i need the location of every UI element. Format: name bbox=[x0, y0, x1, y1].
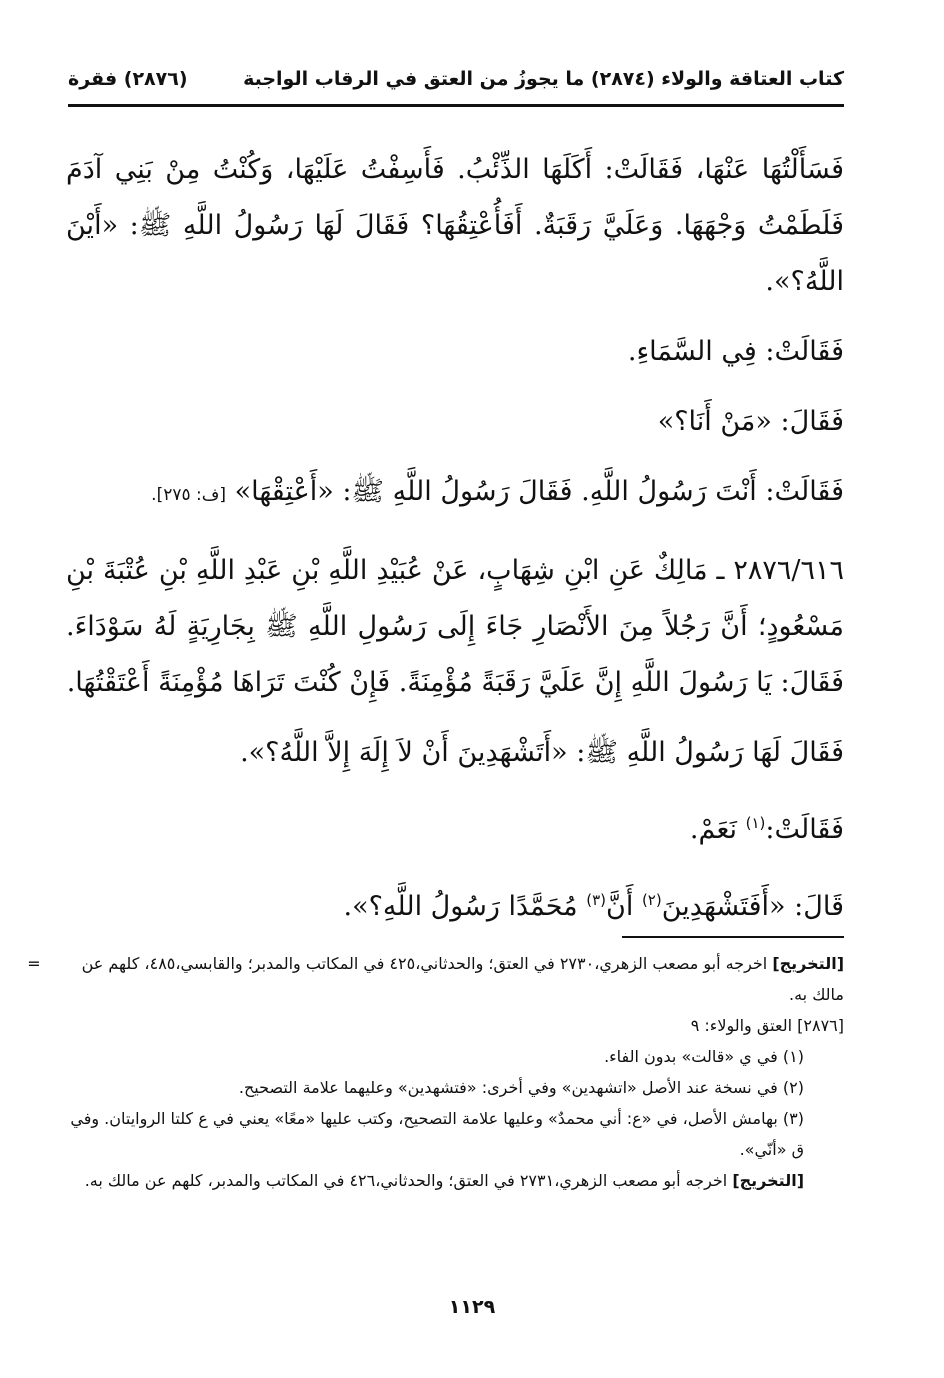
main-text bbox=[66, 142, 844, 935]
takhrij-keyword: [التخريج] bbox=[772, 954, 844, 973]
paragraph: فَسَأَلْتُهَا عَنْهَا، فَقَالَتْ: أَكَلَهَا الذِّئْبُ. فَأَسِفْتُ عَلَيْهَا، وَكُنْتُ مِنْ بَنِي آدَمَ فَلَطَمْتُ وَجْهَهَا. وَعَلَيَّ رَقَبَةٌ. أَفَأُعْتِقُهَا؟ فَقَالَ لَهَا رَسُولُ اللَّهِ ﷺ: «أَيْنَ اللَّهُ؟». bbox=[66, 154, 844, 297]
paragraph bbox=[66, 464, 844, 523]
cross-reference: [ف: ٢٧٥]. bbox=[151, 485, 227, 505]
header-title: كتاب العتاقة والولاء (٢٨٧٤) ما يجوزُ من العتق في الرقاب الواجبة bbox=[243, 68, 844, 90]
paragraph bbox=[66, 795, 844, 858]
paragraph bbox=[66, 872, 844, 935]
takhrij-note bbox=[66, 1165, 844, 1196]
takhrij-text: اخرجه أبو مصعب الزهري،٢٧٣١ في العتق؛ والحدثاني،٤٢٦ في المكاتب والمدبر، كلهم عن مالك به. bbox=[84, 1171, 733, 1190]
takhrij-note bbox=[66, 948, 844, 1010]
paragraph: فَقَالَ لَهَا رَسُولُ اللَّهِ ﷺ: «أَتَشْهَدِينَ أَنْ لاَ إِلَهَ إِلاَّ اللَّهُ؟». bbox=[240, 737, 844, 768]
footnote-rule bbox=[622, 936, 844, 938]
takhrij-text: اخرجه أبو مصعب الزهري،٢٧٣٠ في العتق؛ والحدثاني،٤٢٥ في المكاتب والمدبر؛ والقابسي،٤٨٥، كلهم عن مالك به. bbox=[81, 954, 844, 1004]
footnotes bbox=[27, 948, 844, 1196]
paragraph: فَقَالَتْ: فِي السَّمَاءِ. bbox=[627, 336, 844, 367]
reference-line: [٢٨٧٦] العتق والولاء: ٩ bbox=[690, 1016, 844, 1035]
page-number: ١١٢٩ bbox=[448, 1296, 496, 1318]
footnote: (٢) في نسخة عند الأصل «اتشهدين» وفي أخرى: «فتشهدين» وعليهما علامة التصحيح. bbox=[238, 1078, 804, 1097]
paragraph-text: قَالَ: «أَفَتَشْهَدِينَ bbox=[661, 891, 844, 922]
paragraph-text: فَقَالَتْ: bbox=[765, 814, 844, 845]
paragraph-text: أَنَّ bbox=[606, 891, 642, 922]
takhrij-keyword: [التخريج] bbox=[732, 1171, 804, 1190]
paragraph: فَقَالَ: «مَنْ أَنَا؟» bbox=[657, 406, 844, 437]
footnote-marker[interactable]: (٣) bbox=[586, 891, 607, 909]
header-rule bbox=[68, 104, 844, 107]
paragraph-text: مُحَمَّدًا رَسُولُ اللَّهِ؟». bbox=[343, 891, 587, 922]
continuation-mark: = bbox=[27, 954, 41, 973]
header-paragraph-ref: (٢٨٧٦) فقرة bbox=[68, 68, 188, 90]
footnote-marker[interactable]: (٢) bbox=[641, 891, 662, 909]
hadith-paragraph: ٢٨٧٦/٦١٦ ـ مَالِكٌ عَنِ ابْنِ شِهَابٍ، عَنْ عُبَيْدِ اللَّهِ بْنِ عَبْدِ اللَّهِ بْنِ عُتْبَةَ بْنِ مَسْعُودٍ؛ أَنَّ رَجُلاً مِنَ الأَنْصَارِ جَاءَ إِلَى رَسُولِ اللَّهِ ﷺ بِجَارِيَةٍ لَهُ سَوْدَاءَ. فَقَالَ: يَا رَسُولَ اللَّهِ إِنَّ عَلَيَّ رَقَبَةً مُؤْمِنَةً. فَإِنْ كُنْتَ تَرَاهَا مُؤْمِنَةً أَعْتَقْتُهَا. bbox=[66, 555, 844, 698]
footnote-marker[interactable]: (١) bbox=[745, 814, 766, 832]
running-header bbox=[68, 58, 844, 100]
footnote: (٣) بهامش الأصل، في «ع: أني محمدٌ» وعليها علامة التصحيح، وكتب عليها «معًا» يعني في ع كلتا الروايتان. وفي ق «أنّي». bbox=[70, 1109, 804, 1159]
paragraph-text: فَقَالَتْ: أَنْتَ رَسُولُ اللَّهِ. فَقَالَ رَسُولُ اللَّهِ ﷺ: «أَعْتِقْهَا» bbox=[234, 476, 844, 507]
paragraph-text: نَعَمْ. bbox=[689, 814, 746, 845]
footnote: (١) في ي «قالت» بدون الفاء. bbox=[604, 1047, 804, 1066]
